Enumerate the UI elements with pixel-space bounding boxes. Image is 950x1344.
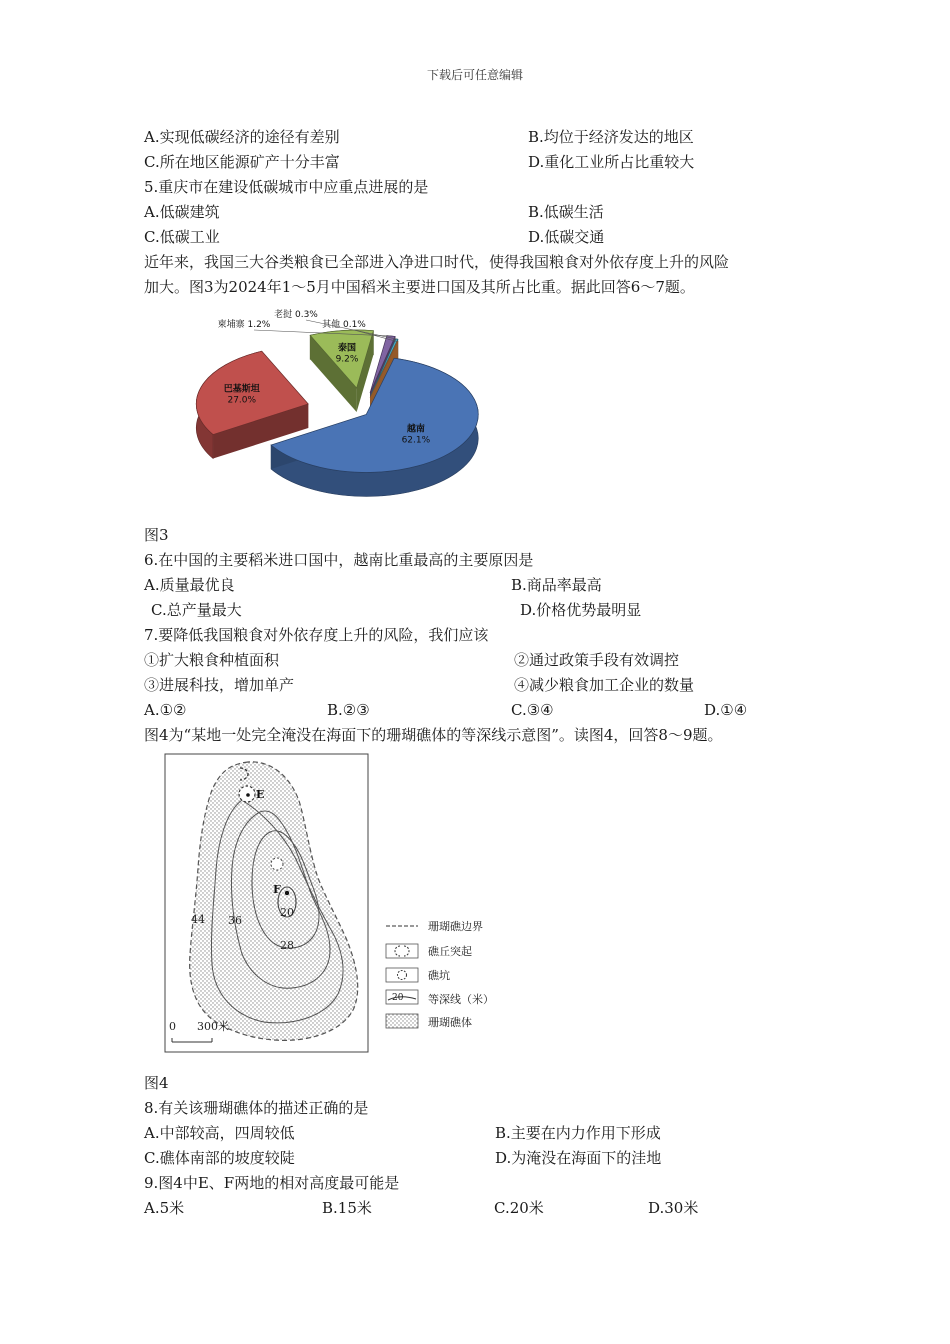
pie-label-name-pakistan: 巴基斯坦 [223,384,260,395]
q4-option-c: C.所在地区能源矿产十分丰富 [144,153,340,171]
pie-label-value-vietnam: 62.1% [401,435,431,446]
pie-label-name-thailand: 泰国 [338,343,357,354]
point-f-dot [285,891,289,895]
legend-boundary: 珊瑚礁边界 [428,920,483,933]
point-e-dot [246,793,250,797]
q6-stem: 6.在中国的主要稻米进口国中，越南比重最高的主要原因是 [144,551,534,569]
q7-stem: 7.要降低我国粮食对外依存度上升的风险，我们应该 [144,626,489,644]
q9-option-d: D.30米 [648,1199,699,1217]
q9-stem: 9.图4中E、F两地的相对高度最可能是 [144,1174,400,1192]
rice-import-pie-chart [148,305,488,520]
pie-label-cambodia: 柬埔寨 1.2% [217,320,271,330]
point-e-label: E [256,788,265,801]
scale-zero: 0 [169,1020,176,1033]
pie-label-other: 其他 0.1% [322,320,366,330]
q8-option-a: A.中部较高，四周较低 [144,1124,295,1142]
reef-pit-symbol [271,858,283,870]
pie-label-value-thailand: 9.2% [335,354,359,365]
intro-8-9: 图4为“某地一处完全淹没在海面下的珊瑚礁体的等深线示意图”。读图4，回答8～9题。 [144,726,723,744]
fig3-caption: 图3 [144,526,169,544]
q6-option-d: D.价格优势最明显 [520,601,642,619]
point-f-label: F [273,883,281,896]
q6-option-a: A.质量最优良 [144,576,235,594]
q9-option-c: C.20米 [494,1199,544,1217]
intro-6-7-line1: 近年来，我国三大谷类粮食已全部进入净进口时代，使得我国粮食对外依存度上升的风险 [144,253,730,271]
q5-option-d: D.低碳交通 [528,228,605,246]
q8-option-b: B.主要在内力作用下形成 [495,1124,661,1142]
q5-option-b: B.低碳生活 [528,203,604,221]
q7-option-a: A.①② [144,701,187,719]
coral-reef-contour-map [160,750,515,1060]
q6-option-b: B.商品率最高 [511,576,602,594]
legend-contour: 等深线（米） [428,993,494,1006]
contour-label-28: 28 [280,939,294,952]
q5-option-a: A.低碳建筑 [144,203,220,221]
q7-statement-2: ②通过政策手段有效调控 [514,651,680,669]
q8-stem: 8.有关该珊瑚礁体的描述正确的是 [144,1099,369,1117]
q7-statement-3: ③进展科技，增加单产 [144,676,295,694]
q7-statement-1: ①扩大粮食种植面积 [144,651,280,669]
q7-statement-4: ④减少粮食加工企业的数量 [514,676,695,694]
q4-option-b: B.均位于经济发达的地区 [528,128,694,146]
map-legend [386,919,494,1029]
legend-mound: 礁丘突起 [428,945,472,958]
q7-option-b: B.②③ [327,701,370,719]
page-header: 下载后可任意编辑 [426,68,523,82]
pie-label-name-vietnam: 越南 [406,424,425,435]
pie-label-laos: 老挝 0.3% [274,310,318,320]
intro-6-7-line2: 加大。图3为2024年1～5月中国稻米主要进口国及其所占比重。据此回答6～7题。 [144,278,695,296]
q5-option-c: C.低碳工业 [144,228,220,246]
pie-label-value-pakistan: 27.0% [227,395,257,406]
q5-stem: 5.重庆市在建设低碳城市中应重点进展的是 [144,178,429,196]
contour-label-20: 20 [280,906,294,919]
q6-option-c: C.总产量最大 [151,601,242,619]
q4-option-a: A.实现低碳经济的途径有差别 [144,128,340,146]
scale-label: 300米 [197,1020,229,1033]
q7-option-c: C.③④ [511,701,554,719]
q8-option-d: D.为淹没在海面下的洼地 [495,1149,662,1167]
legend-pit: 礁坑 [428,969,450,982]
q7-option-d: D.①④ [704,701,748,719]
q9-option-a: A.5米 [144,1199,185,1217]
legend-contour-sample: 20 [392,993,404,1003]
fig4-caption: 图4 [144,1074,169,1092]
q8-option-c: C.礁体南部的坡度较陡 [144,1149,295,1167]
q4-option-d: D.重化工业所占比重较大 [528,153,695,171]
contour-label-36: 36 [228,914,242,927]
contour-label-44: 44 [191,913,205,926]
legend-reef: 珊瑚礁体 [428,1016,472,1029]
q9-option-b: B.15米 [322,1199,372,1217]
